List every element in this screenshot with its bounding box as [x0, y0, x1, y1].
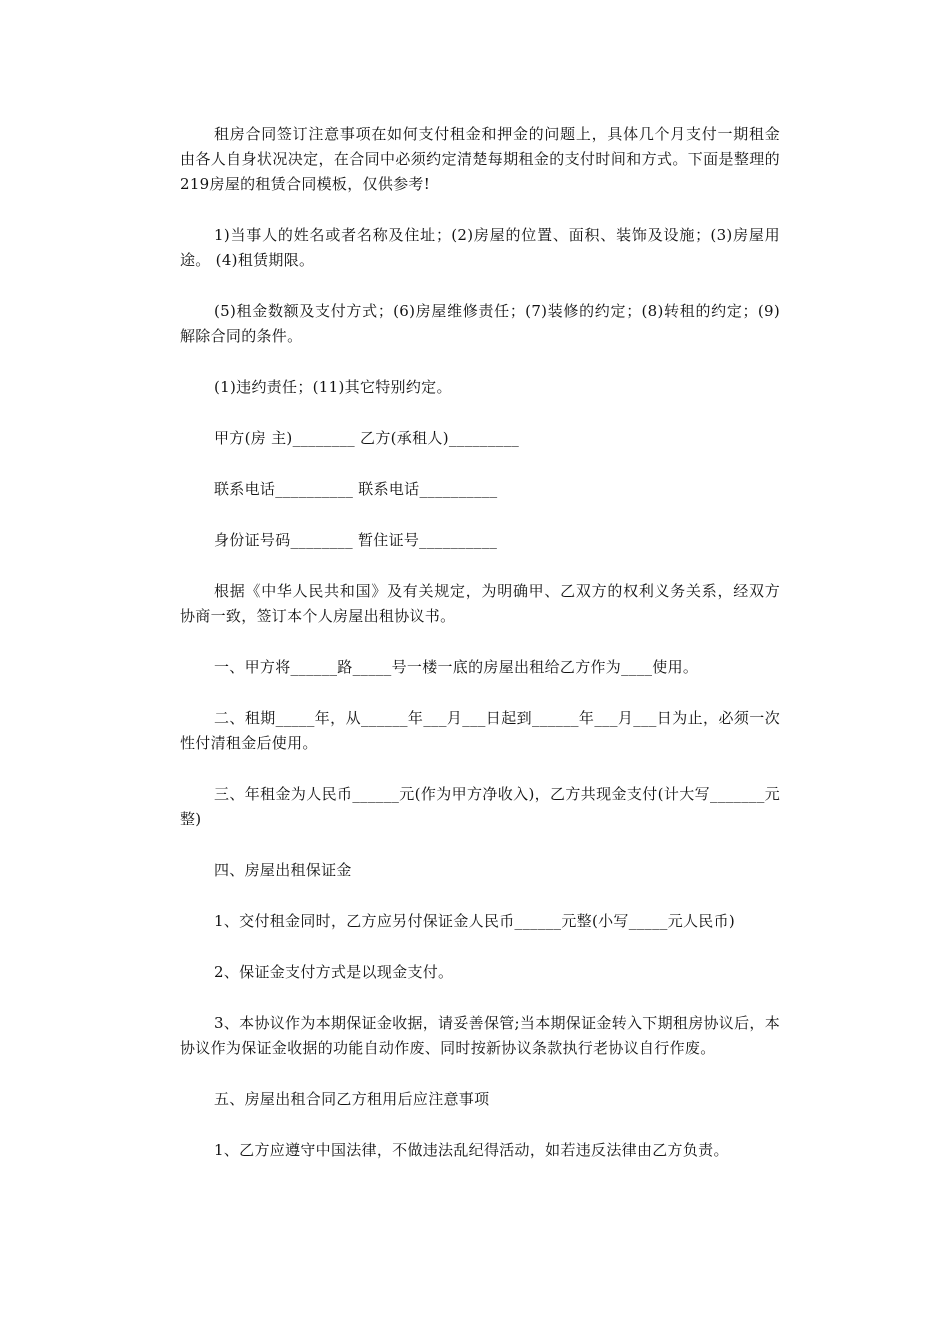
deposit-item-1: 1、交付租金同时，乙方应另付保证金人民币______元整(小写_____元人民币) — [214, 912, 736, 930]
notes-item-1: 1、乙方应遵守中国法律，不做违法乱纪得活动，如若违反法律由乙方负责。 — [214, 1141, 729, 1159]
deposit-item-2: 2、保证金支付方式是以现金支付。 — [214, 963, 454, 981]
parties-line: 甲方(房 主)________ 乙方(承租人)_________ — [214, 429, 520, 447]
id-line: 身份证号码________ 暂住证号__________ — [214, 531, 498, 549]
terms-paragraph-2: (5)租金数额及支付方式；(6)房屋维修责任；(7)装修的约定；(8)转租的约定；(9)解除合同的条件。 — [180, 302, 780, 345]
clause-3: 三、年租金为人民币______元(作为甲方净收入)，乙方共现金支付(计大写_______元整) — [180, 785, 780, 828]
intro-paragraph: 租房合同签订注意事项在如何支付租金和押金的问题上，具体几个月支付一期租金由各人自身状况决定，在合同中必须约定清楚每期租金的支付时间和方式。下面是整理的219房屋的租赁合同模板，仅供参考! — [180, 125, 780, 193]
phone-line: 联系电话__________ 联系电话__________ — [214, 480, 498, 498]
clause-2: 二、租期_____年，从______年___月___日起到______年___月___日为止，必须一次性付清租金后使用。 — [180, 709, 780, 752]
agreement-basis-paragraph: 根据《中华人民共和国》及有关规定，为明确甲、乙双方的权利义务关系，经双方协商一致，签订本个人房屋出租协议书。 — [180, 582, 780, 625]
section-heading-deposit: 四、房屋出租保证金 — [214, 861, 352, 879]
terms-paragraph-1: 1)当事人的姓名或者名称及住址；(2)房屋的位置、面积、装饰及设施；(3)房屋用途。 (4)租赁期限。 — [180, 226, 780, 269]
section-heading-notes: 五、房屋出租合同乙方租用后应注意事项 — [214, 1090, 490, 1108]
deposit-item-3: 3、本协议作为本期保证金收据，请妥善保管;当本期保证金转入下期租房协议后，本协议作为保证金收据的功能自动作废、同时按新协议条款执行老协议自行作废。 — [180, 1014, 781, 1057]
terms-paragraph-3: (1)违约责任；(11)其它特别约定。 — [214, 378, 452, 396]
clause-1: 一、甲方将______路_____号一楼一底的房屋出租给乙方作为____使用。 — [214, 658, 699, 676]
document-page — [180, 122, 780, 1189]
